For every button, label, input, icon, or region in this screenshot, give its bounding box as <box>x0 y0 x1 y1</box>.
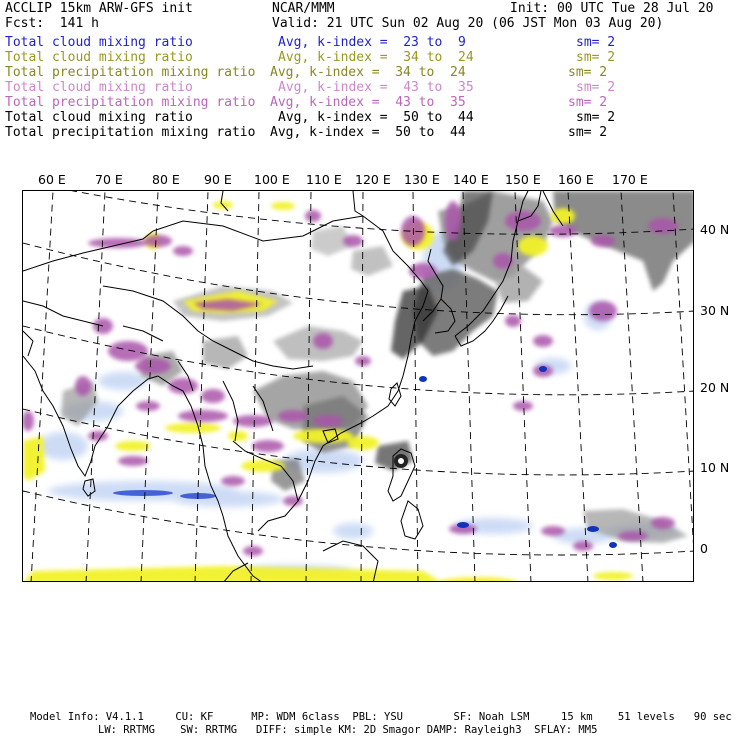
valid-time: Valid: 21 UTC Sun 02 Aug 20 (06 JST Mon 03 Aug 20) <box>272 16 664 31</box>
legend-avg-3: Avg, k-index = 34 to 24 <box>270 65 466 80</box>
lon-label-120e: 120 E <box>355 172 391 187</box>
legend-avg-2: Avg, k-index = 34 to 24 <box>278 50 474 65</box>
map-canvas <box>23 191 694 582</box>
legend-field-2: Total cloud mixing ratio <box>5 50 193 65</box>
init-time: Init: 00 UTC Tue 28 Jul 20 <box>510 1 714 16</box>
lon-label-140e: 140 E <box>453 172 489 187</box>
lon-label-170e: 170 E <box>612 172 648 187</box>
legend-field-7: Total precipitation mixing ratio <box>5 125 256 140</box>
legend-avg-4: Avg, k-index = 43 to 35 <box>278 80 474 95</box>
lon-label-90e: 90 E <box>204 172 232 187</box>
legend-avg-7: Avg, k-index = 50 to 44 <box>270 125 466 140</box>
lat-label-10n: 10 N <box>700 460 730 475</box>
legend-sm-5: sm= 2 <box>568 95 608 110</box>
legend-field-3: Total precipitation mixing ratio <box>5 65 256 80</box>
lon-label-110e: 110 E <box>306 172 342 187</box>
legend-field-5: Total precipitation mixing ratio <box>5 95 256 110</box>
lat-label-20n: 20 N <box>700 380 730 395</box>
footer-model-info-2: LW: RRTMG SW: RRTMG DIFF: simple KM: 2D Smagor DAMP: Rayleigh3 SFLAY: MM5 <box>98 724 598 736</box>
legend-sm-6: sm= 2 <box>576 110 616 125</box>
legend-avg-1: Avg, k-index = 23 to 9 <box>278 35 466 50</box>
legend-sm-1: sm= 2 <box>576 35 616 50</box>
model-title: ACCLIP 15km ARW-GFS init <box>5 1 193 16</box>
forecast-hour: Fcst: 141 h <box>5 16 99 31</box>
lon-label-130e: 130 E <box>404 172 440 187</box>
lon-label-70e: 70 E <box>95 172 123 187</box>
legend-avg-5: Avg, k-index = 43 to 35 <box>270 95 466 110</box>
legend-sm-7: sm= 2 <box>568 125 608 140</box>
legend-sm-2: sm= 2 <box>576 50 616 65</box>
lon-label-80e: 80 E <box>152 172 180 187</box>
lat-label-30n: 30 N <box>700 303 730 318</box>
legend-field-4: Total cloud mixing ratio <box>5 80 193 95</box>
lon-label-60e: 60 E <box>38 172 66 187</box>
lon-label-100e: 100 E <box>254 172 290 187</box>
legend-sm-4: sm= 2 <box>576 80 616 95</box>
map-panel <box>22 190 694 582</box>
footer-model-info-1: Model Info: V4.1.1 CU: KF MP: WDM 6class PBL: YSU SF: Noah LSM 15 km 51 levels 90 sec <box>30 711 732 723</box>
lon-label-160e: 160 E <box>558 172 594 187</box>
lon-label-150e: 150 E <box>505 172 541 187</box>
legend-field-6: Total cloud mixing ratio <box>5 110 193 125</box>
lat-label-0: 0 <box>700 541 708 556</box>
legend-sm-3: sm= 2 <box>568 65 608 80</box>
legend-avg-6: Avg, k-index = 50 to 44 <box>278 110 474 125</box>
lat-label-40n: 40 N <box>700 222 730 237</box>
legend-field-1: Total cloud mixing ratio <box>5 35 193 50</box>
center-label: NCAR/MMM <box>272 1 335 16</box>
